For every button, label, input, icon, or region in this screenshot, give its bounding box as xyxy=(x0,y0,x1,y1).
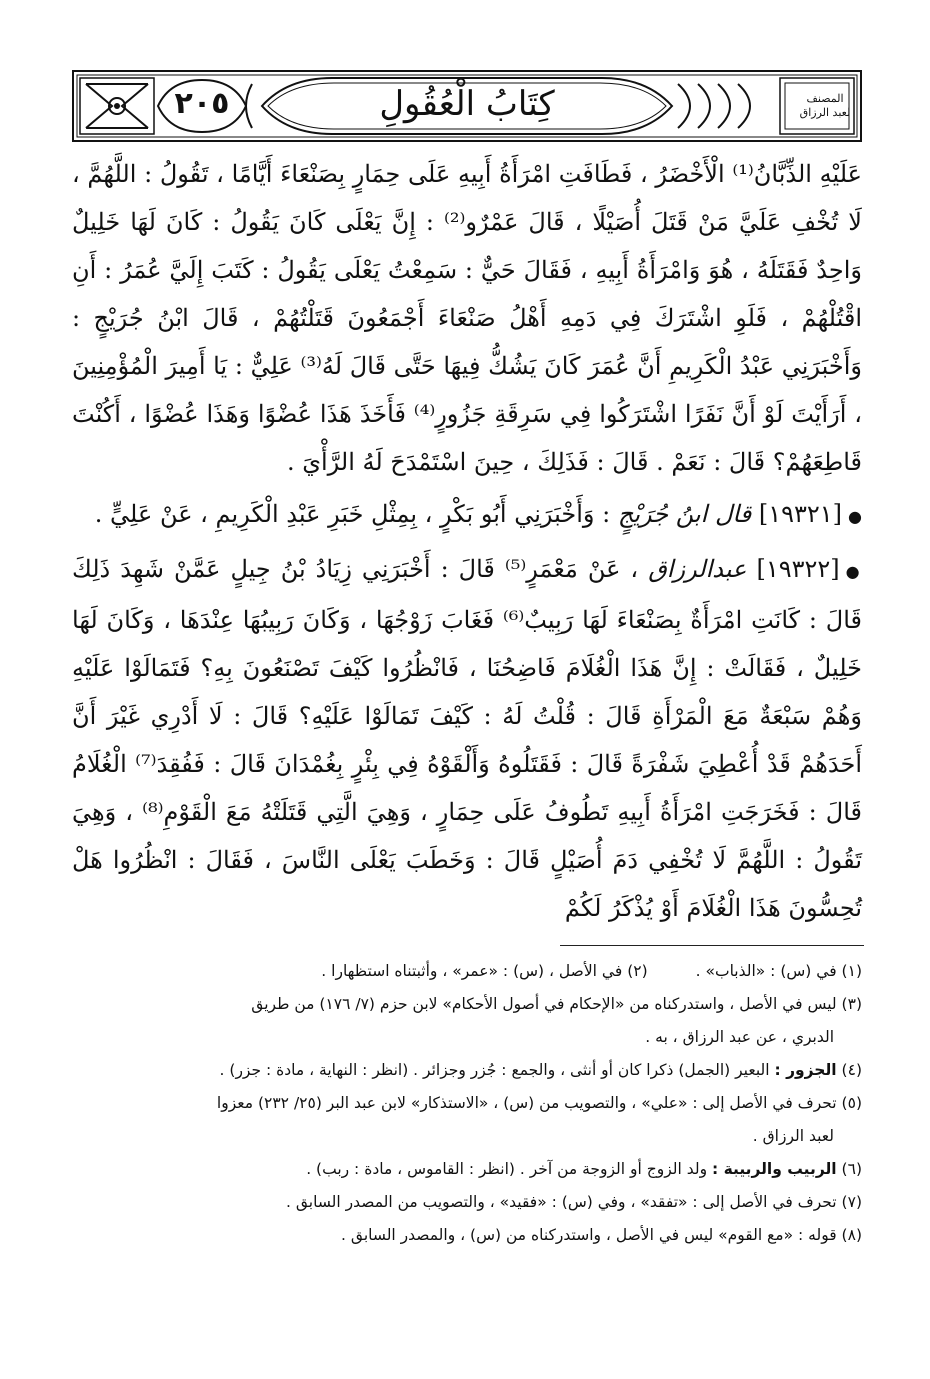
footnote-5 xyxy=(72,1087,862,1120)
footnote-text: تحرف في الأصل إلى : «تفقد» ، وفي (س) : «فقيد» ، والتصويب من المصدر السابق . xyxy=(286,1193,837,1211)
bullet-icon: ● xyxy=(848,507,862,526)
footnote-text: في الأصل ، (س) : «عمر» ، وأثبتناه استظهارا . xyxy=(321,962,623,980)
footnote-text: تحرف في الأصل إلى : «علي» ، والتصويب من (س) ، «الاستذكار» لابن عبد البر (٢٥/ ٢٣٢) معزوا xyxy=(216,1094,837,1112)
footnote-number: (٦) xyxy=(841,1160,862,1178)
footnote-2 xyxy=(321,955,647,988)
footnote-number: (٥) xyxy=(841,1094,862,1112)
footnote-7 xyxy=(72,1186,862,1219)
footnote-number: (٧) xyxy=(841,1193,862,1211)
footnote-separator xyxy=(560,945,864,946)
hadith-19321 xyxy=(72,490,862,541)
logo-line-2: لعبد الرزاق xyxy=(799,106,851,119)
footnote-3-continued: الدبري ، عن عبد الرزاق ، به . xyxy=(645,1028,834,1046)
hadith-19322 xyxy=(72,545,862,932)
footnote-6 xyxy=(72,1153,862,1186)
footnote-text: في (س) : «الذباب» . xyxy=(695,962,837,980)
footnote-number: (٤) xyxy=(841,1061,862,1079)
footnote-text: ولد الزوج أو الزوجة من آخر . (انظر : القاموس ، مادة : ربب) . xyxy=(306,1160,708,1178)
bullet-icon: ● xyxy=(845,562,862,581)
footnote-1 xyxy=(696,955,862,988)
page-header xyxy=(72,70,862,142)
hadith-number: [١٩٣٢١] xyxy=(758,500,843,528)
continuation-paragraph: عَلَيْهِ الذِّبَّانُ⁽¹⁾ الْأَخْضَرُ ، فَطَافَتِ امْرَأَةُ أَبِيهِ عَلَى حِمَارٍ بِصَنْعَاءَ أَيَّامًا ، تَقُولُ : اللَّهُمَّ ، لَا تُخْفِ عَلَيَّ مَنْ قَتَلَ أُصَيْلًا ، قَالَ عَمْرٌو⁽²⁾ : إِنَّ يَعْلَى كَانَ يَقُولُ : كَانَ لَهَا خَلِيلٌ وَاحِدٌ فَقَتَلَهُ ، هُوَ وَامْرَأَةُ أَبِيهِ ، فَقَالَ حَيٌّ : سَمِعْتُ يَعْلَى يَقُولُ : كَتَبَ إِلَيَّ عُمَرُ : أَنِ اقْتُلْهُمْ ، فَلَوِ اشْتَرَكَ فِي دَمِهِ أَهْلُ صَنْعَاءَ أَجْمَعُونَ قَتَلْتُهُمْ ، قَالَ ابْنُ جُرَيْجٍ : وَأَخْبَرَنِي عَبْدُ الْكَرِيمِ أَنَّ عُمَرَ كَانَ يَشُكُّ فِيهَا حَتَّى قَالَ لَهُ⁽³⁾ عَلِيٌّ : يَا أَمِيرَ الْمُؤْمِنِينَ ، أَرَأَيْتَ لَوْ أَنَّ نَفَرًا اشْتَرَكُوا فِي سَرِقَةِ جَزُورٍ⁽⁴⁾ فَأَخَذَ هَذَا عُضْوًا وَهَذَا عُضْوًا ، أَكُنْتَ قَاطِعَهُمْ؟ قَالَ : نَعَمْ . قَالَ : فَذَلِكَ ، حِينَ اسْتَمْدَحَ لَهُ الرَّأْيَ . xyxy=(72,160,863,476)
hadith-narrator: قال ابنُ جُرَيْجٍ xyxy=(617,500,752,528)
hadith-number: [١٩٣٢٢] xyxy=(756,555,840,583)
left-spiral-band xyxy=(246,84,252,128)
footnotes xyxy=(72,955,862,1252)
footnote-8 xyxy=(72,1219,862,1252)
footnote-number: (١) xyxy=(841,962,862,980)
left-ornament-block xyxy=(80,78,154,134)
book-title: كِتَابُ الْعُقُولِ xyxy=(379,84,555,124)
page-number: ٢٠٥ xyxy=(174,86,230,121)
footnote-term: الجزور : xyxy=(774,1061,837,1079)
footnote-text: ليس في الأصل ، واستدركناه من «الإحكام في أصول الأحكام» لابن حزم (٧/ ١٧٦) من طريق xyxy=(251,995,837,1013)
footnote-text: قوله : «مع القوم» ليس في الأصل ، واستدركناه من (س) ، والمصدر السابق . xyxy=(341,1226,837,1244)
footnote-number: (٢) xyxy=(627,962,648,980)
footnote-number: (٣) xyxy=(841,995,862,1013)
hadith-text: : وَأَخْبَرَنِي أَبُو بَكْرٍ ، بِمِثْلِ خَبَرِ عَبْدِ الْكَرِيمِ ، عَنْ عَلِيٍّ . xyxy=(94,500,611,528)
footnote-term: الربيب والربيبة : xyxy=(712,1160,837,1178)
footnote-4 xyxy=(72,1054,862,1087)
main-text xyxy=(72,150,862,932)
footnote-5-continued: لعبد الرزاق . xyxy=(752,1127,834,1145)
footnote-row-1-2 xyxy=(72,955,862,988)
footnote-text: البعير (الجمل) ذكرا كان أو أنثى ، والجمع : جُزر وجزائر . (انظر : النهاية ، مادة : جزر) . xyxy=(219,1061,770,1079)
footnote-3 xyxy=(72,988,862,1021)
publisher-logo xyxy=(792,76,858,136)
logo-line-1: المصنف xyxy=(806,92,844,105)
footnote-number: (٨) xyxy=(841,1226,862,1244)
hadith-text: ، عَنْ مَعْمَرٍ⁽⁵⁾ قَالَ : أَخْبَرَنِي زِيَادُ بْنُ جِيلٍ عَمَّنْ شَهِدَ ذَلِكَ قَالَ : كَانَتِ امْرَأَةٌ بِصَنْعَاءَ لَهَا رَبِيبٌ⁽⁶⁾ فَغَابَ زَوْجُهَا ، وَكَانَ رَبِيبُهَا عِنْدَهَا ، وَكَانَ لَهَا خَلِيلٌ ، فَقَالَتْ : إِنَّ هَذَا الْغُلَامَ فَاضِحُنَا ، فَانْظُرُوا كَيْفَ تَصْنَعُونَ بِهِ؟ فَتَمَالَوْا عَلَيْهِ وَهُمْ سَبْعَةٌ مَعَ الْمَرْأَةِ قَالَ : قُلْتُ لَهُ : كَيْفَ تَمَالَوْا عَلَيْهِ؟ قَالَ : لَا أَدْرِي غَيْرَ أَنَّ أَحَدَهُمْ قَدْ أُعْطِيَ شَفْرَةً قَالَ : فَقَتَلُوهُ وَأَلْقَوْهُ فِي بِئْرٍ بِغُمْدَانَ قَالَ : فَفُقِدَ⁽⁷⁾ الْغُلَامُ قَالَ : فَخَرَجَتِ امْرَأَةُ أَبِيهِ تَطُوفُ عَلَى حِمَارٍ ، وَهِيَ الَّتِي قَتَلَتْهُ مَعَ الْقَوْمِ⁽⁸⁾ ، وَهِيَ تَقُولُ : اللَّهُمَّ لَا تُخْفِي دَمَ أُصَيْلٍ قَالَ : وَخَطَبَ يَعْلَى النَّاسَ ، فَقَالَ : انْظُرُوا هَلْ تُحِسُّونَ هَذَا الْغُلَامَ أَوْ يُذْكَرُ لَكُمْ xyxy=(72,555,862,922)
hadith-narrator: عبدالرزاق xyxy=(648,555,747,583)
